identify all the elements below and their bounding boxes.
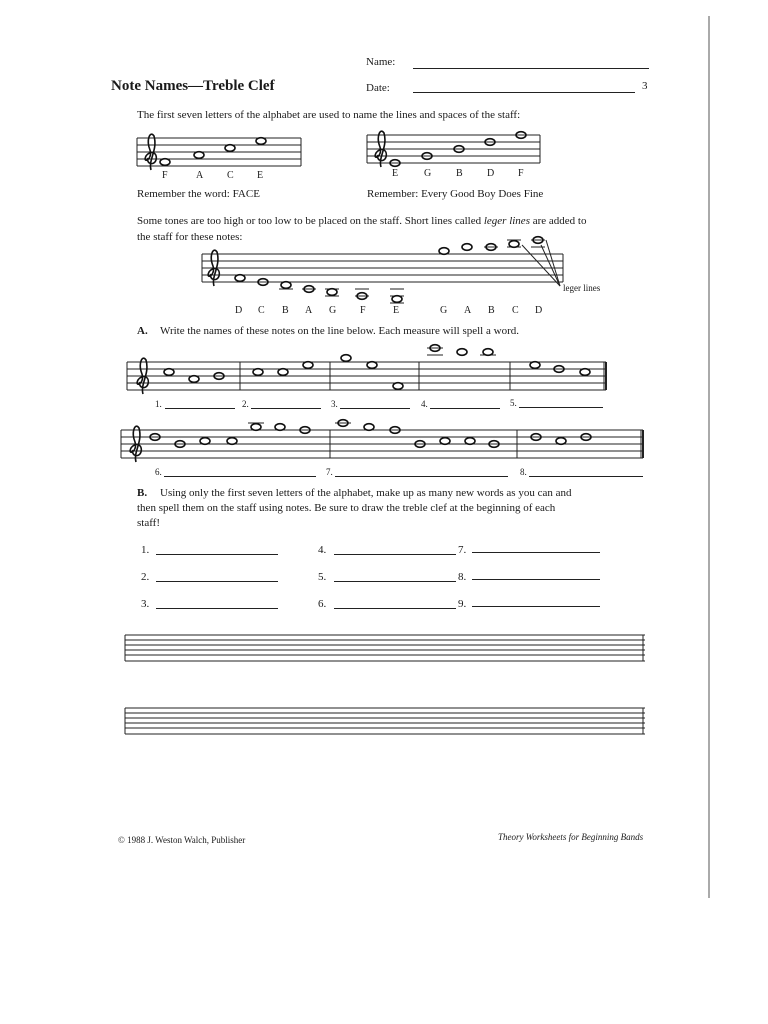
blank-number: 8. bbox=[520, 467, 527, 477]
remember-face: Remember the word: FACE bbox=[137, 188, 260, 200]
answer-blank-3[interactable] bbox=[340, 408, 410, 409]
note-a bbox=[194, 152, 204, 159]
word-number: 6. bbox=[318, 598, 327, 610]
section-b-instruction-1: Using only the first seven letters of the alphabet, make up as many new words as you can and bbox=[160, 487, 572, 499]
egbdf-letter: D bbox=[487, 168, 495, 179]
word-blank-5[interactable] bbox=[334, 581, 456, 582]
leger-lines-callout: leger lines bbox=[563, 283, 601, 293]
leger-letter: D bbox=[535, 305, 543, 316]
section-b-instruction-2: then spell them on the staff using notes. Be sure to draw the treble clef at the beginning of each bbox=[137, 502, 556, 514]
date-label: Date: bbox=[366, 82, 390, 94]
egbdf-letter: F bbox=[518, 168, 524, 179]
section-b-instruction-3: staff! bbox=[137, 517, 161, 529]
leger-sentence-1: Some tones are too high or too low to be placed on the staff. Short lines called leger lines are added to bbox=[137, 215, 587, 227]
blank-staff-2[interactable] bbox=[125, 708, 645, 734]
section-a-label: A. bbox=[137, 325, 148, 337]
blank-number: 4. bbox=[421, 399, 428, 409]
intro-sentence: The first seven letters of the alphabet are used to name the lines and spaces of the staff: bbox=[137, 109, 521, 121]
copyright: © 1988 J. Weston Walch, Publisher bbox=[118, 835, 246, 845]
remember-egbdf: Remember: Every Good Boy Does Fine bbox=[367, 188, 544, 200]
leger-letter: B bbox=[488, 305, 495, 316]
leger-letter: A bbox=[464, 305, 472, 316]
word-blank-1[interactable] bbox=[156, 554, 278, 555]
word-blank-6[interactable] bbox=[334, 608, 456, 609]
egbdf-letter: E bbox=[392, 168, 399, 179]
answer-blank-6[interactable] bbox=[164, 476, 316, 477]
leger-letter: D bbox=[235, 305, 243, 316]
staff-leger-example bbox=[202, 240, 563, 303]
word-number: 7. bbox=[458, 544, 467, 556]
word-blank-9[interactable] bbox=[472, 606, 600, 607]
section-b-label: B. bbox=[137, 487, 148, 499]
word-blank-7[interactable] bbox=[472, 552, 600, 553]
egbdf-letter: B bbox=[456, 168, 463, 179]
leger-letter: G bbox=[440, 305, 448, 316]
word-number: 1. bbox=[141, 544, 150, 556]
note-f bbox=[160, 159, 170, 166]
face-letter: E bbox=[257, 170, 264, 181]
blank-number: 5. bbox=[510, 398, 517, 408]
leger-letter: A bbox=[305, 305, 313, 316]
egbdf-letter: G bbox=[424, 168, 432, 179]
answer-blank-4[interactable] bbox=[430, 408, 500, 409]
answer-blank-8[interactable] bbox=[529, 476, 643, 477]
leger-letter: G bbox=[329, 305, 337, 316]
face-letter: F bbox=[162, 170, 168, 181]
word-blank-2[interactable] bbox=[156, 581, 278, 582]
series-title: Theory Worksheets for Beginning Bands bbox=[498, 832, 644, 842]
blank-number: 6. bbox=[155, 467, 162, 477]
word-blank-8[interactable] bbox=[472, 579, 600, 580]
staff-face bbox=[137, 138, 301, 166]
word-number: 4. bbox=[318, 544, 327, 556]
answer-blank-2[interactable] bbox=[251, 408, 321, 409]
face-letter: A bbox=[196, 170, 204, 181]
leger-letter: C bbox=[512, 305, 519, 316]
leger-sentence-2: the staff for these notes: bbox=[137, 231, 243, 243]
blank-staff-1[interactable] bbox=[125, 635, 645, 661]
word-blank-3[interactable] bbox=[156, 608, 278, 609]
blank-number: 2. bbox=[242, 399, 249, 409]
leger-letter: C bbox=[258, 305, 265, 316]
name-label: Name: bbox=[366, 56, 396, 68]
page-number: 3 bbox=[642, 80, 648, 92]
word-number: 2. bbox=[141, 571, 150, 583]
blank-number: 7. bbox=[326, 467, 333, 477]
blank-number: 1. bbox=[155, 399, 162, 409]
word-number: 9. bbox=[458, 598, 467, 610]
face-letter: C bbox=[227, 170, 234, 181]
note-e bbox=[256, 138, 266, 145]
page-title: Note Names—Treble Clef bbox=[111, 78, 275, 94]
answer-blank-5[interactable] bbox=[519, 407, 603, 408]
answer-blank-7[interactable] bbox=[335, 476, 508, 477]
blank-number: 3. bbox=[331, 399, 338, 409]
note-c bbox=[225, 145, 235, 152]
leger-letter: B bbox=[282, 305, 289, 316]
word-number: 5. bbox=[318, 571, 327, 583]
section-a-instruction: Write the names of these notes on the line below. Each measure will spell a word. bbox=[160, 325, 519, 337]
word-number: 8. bbox=[458, 571, 467, 583]
leger-letter: E bbox=[393, 305, 400, 316]
word-number: 3. bbox=[141, 598, 150, 610]
word-blank-4[interactable] bbox=[334, 554, 456, 555]
answer-blank-1[interactable] bbox=[165, 408, 235, 409]
leger-letter: F bbox=[360, 305, 366, 316]
